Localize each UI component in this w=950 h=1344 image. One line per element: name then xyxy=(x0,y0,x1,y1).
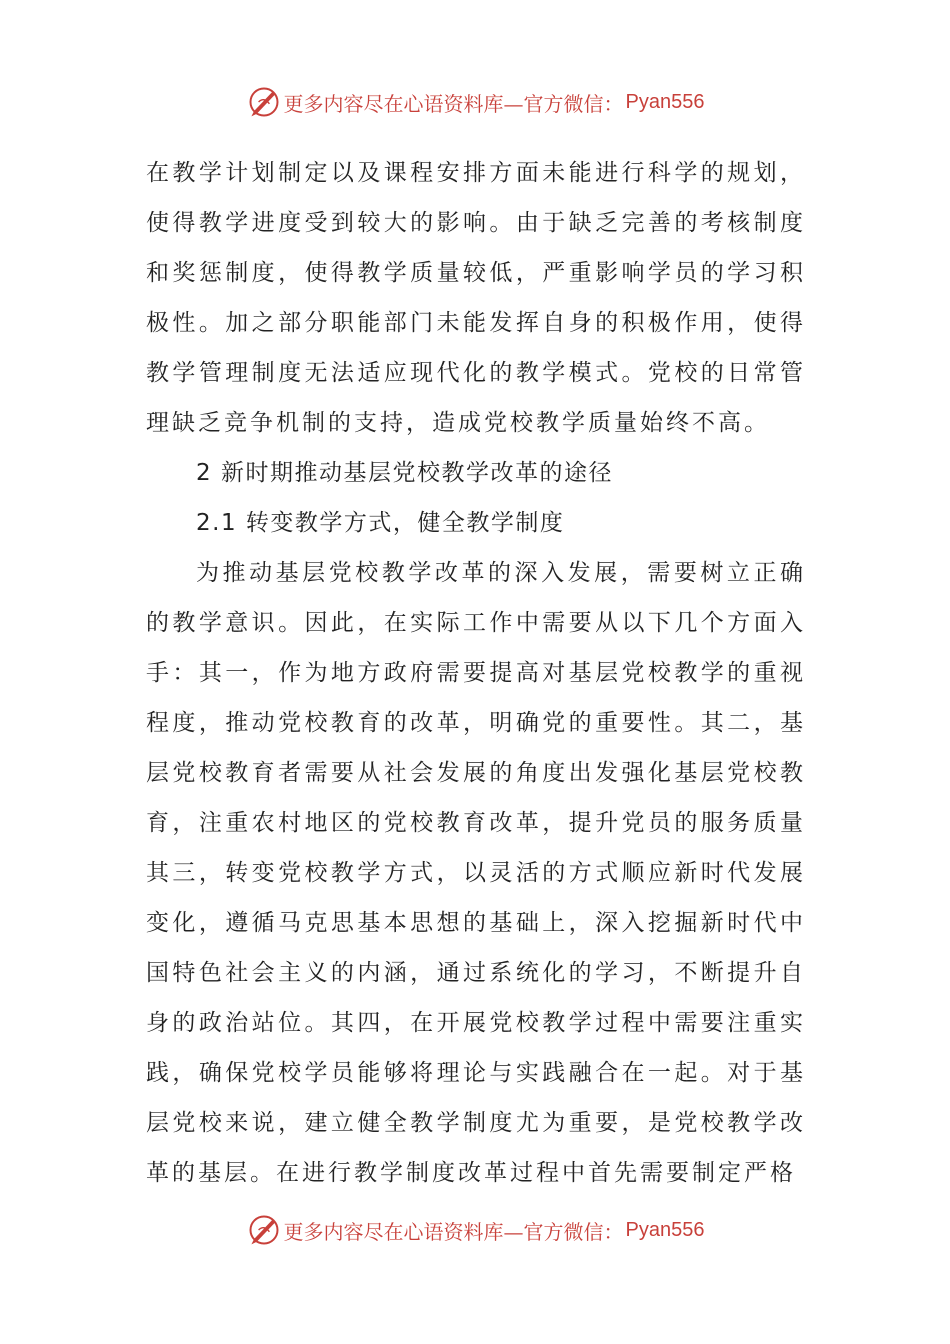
paragraph-2: 为推动基层党校教学改革的深入发展，需要树立正确的教学意识。因此，在实际工作中需要从以下几个方面入手：其一，作为地方政府需要提高对基层党校教学的重视程度，推动党校教育的改革，明确党的重要性。其二，基层党校教育者需要从社会发展的角度出发强化基层党校教育，注重农村地区的党校教育改革，提升党员的服务质量其三，转变党校教学方式，以灵活的方式顺应新时代发展变化，遵循马克思基本思想的基础上，深入挖掘新时代中国特色社会主义的内涵，通过系统化的学习，不断提升自身的政治站位。其四，在开展党校教学过程中需要注重实践，确保党校学员能够将理论与实践融合在一起。对于基层党校来说，建立健全教学制度尤为重要，是党校教学改革的基层。在进行教学制度改革过程中首先需要制定严格 xyxy=(146,560,806,1186)
paragraph-1: 在教学计划制定以及课程安排方面未能进行科学的规划，使得教学进度受到较大的影响。由于缺乏完善的考核制度和奖惩制度，使得教学质量较低，严重影响学员的学习积极性。加之部分职能部门未能发挥自身的积极作用，使得教学管理制度无法适应现代化的教学模式。党校的日常管理缺乏竞争机制的支持，造成党校教学质量始终不高。 xyxy=(146,160,806,436)
header-banner xyxy=(0,82,950,122)
header-promo-text: 更多内容尽在心语资料库—官方微信： xyxy=(283,91,624,116)
pen-logo-icon xyxy=(246,1212,282,1248)
header-wechat-id: Pyan556 xyxy=(625,90,705,113)
footer-promo-text: 更多内容尽在心语资料库—官方微信： xyxy=(283,1219,624,1244)
footer-banner xyxy=(0,1210,950,1250)
subsection-heading-2-1: 2.1 转变教学方式，健全教学制度 xyxy=(196,510,565,536)
footer-wechat-id: Pyan556 xyxy=(625,1218,705,1241)
document-body xyxy=(146,148,806,1198)
pen-logo-icon xyxy=(246,84,282,120)
section-heading-2: 2 新时期推动基层党校教学改革的途径 xyxy=(196,460,613,486)
